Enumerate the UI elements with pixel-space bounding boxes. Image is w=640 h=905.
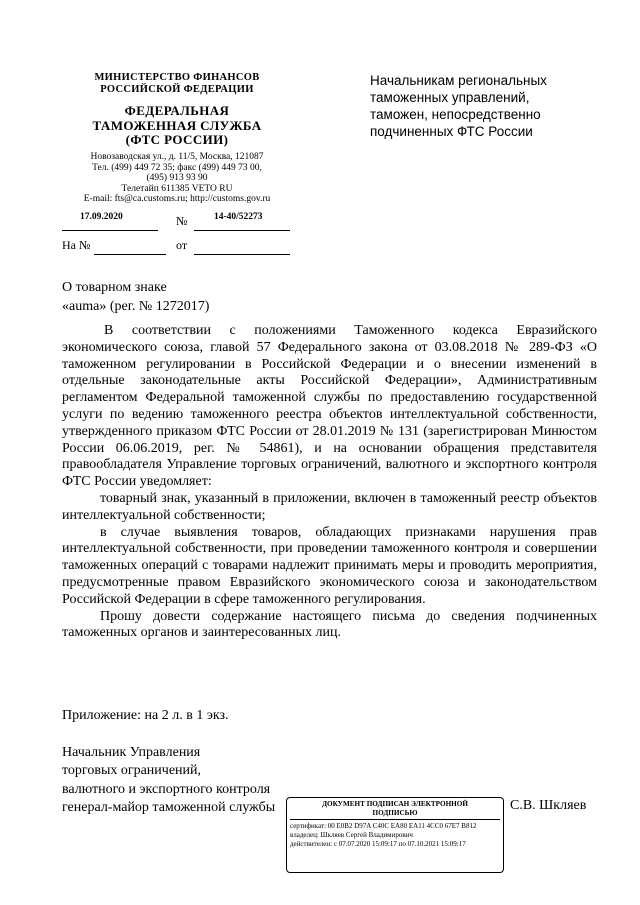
number-label: № bbox=[176, 214, 188, 228]
subject bbox=[62, 278, 209, 316]
body-paragraph-1: В соответствии с положениями Таможенного кодекса Евразийского экономического союза, главой 57 Федерального закона от 03.08.2018 № 289-ФЗ «О таможенном регулировании в Российской Федерации и о внесении изменений в отдельные законодательные акты Российской Федерации», Административным регламентом Федеральной таможенной службы по предоставлению государственной услуги по ведению таможенного реестра объектов интеллектуальной собственности, утвержденного приказом ФТС России от 28.01.2019 № 131 (зарегистрирован Минюстом России 06.06.2019, рег. № 54861), и на основании обращения представителя правообладателя Управление торговых ограничений, валютного и экспортного контроля ФТС России уведомляет: bbox=[62, 323, 597, 490]
signature-line-3: валютного и экспортного контроля bbox=[62, 781, 271, 797]
ministry-name bbox=[58, 72, 296, 96]
recipient-line-2: таможенных управлений, bbox=[370, 90, 530, 105]
service-name bbox=[58, 104, 296, 148]
ministry-line-2: РОССИЙСКОЙ ФЕДЕРАЦИИ bbox=[100, 84, 254, 95]
address-line-3: (495) 913 93 90 bbox=[146, 173, 208, 183]
stamp-title-line-1: ДОКУМЕНТ ПОДПИСАН ЭЛЕКТРОННОЙ bbox=[322, 800, 468, 808]
body-paragraph-2: товарный знак, указанный в приложении, включен в таможенный реестр объектов интеллектуальной собственности; bbox=[62, 490, 597, 523]
signature-line-2: торговых ограничений, bbox=[62, 763, 202, 779]
date-line bbox=[62, 214, 158, 231]
signature-line-1: Начальник Управления bbox=[62, 745, 201, 760]
reference-date-line bbox=[194, 238, 290, 255]
subject-line-2: «auma» (рег. № 1272017) bbox=[62, 299, 210, 314]
service-line-1: ФЕДЕРАЛЬНАЯ bbox=[124, 103, 230, 118]
reference-number-line bbox=[94, 238, 166, 255]
letter-body bbox=[62, 323, 597, 642]
address-line-2: Тел. (499) 449 72 35; факс (499) 449 73 00, bbox=[92, 162, 262, 173]
subject-line-1: О товарном знаке bbox=[62, 280, 167, 295]
service-line-3: (ФТС РОССИИ) bbox=[125, 132, 229, 147]
stamp-title-line-2: ПОДПИСЬЮ bbox=[372, 808, 418, 817]
document-date: 17.09.2020 bbox=[80, 212, 123, 222]
address-line-1: Новозаводская ул., д. 11/5, Москва, 121087 bbox=[90, 152, 264, 162]
ministry-line-1: МИНИСТЕРСТВО ФИНАНСОВ bbox=[94, 72, 260, 83]
reference-from-label: от bbox=[176, 238, 188, 252]
body-paragraph-3: в случае выявления товаров, обладающих признаками нарушения прав интеллектуальной собственности, при проведении таможенного контроля и совершении таможенных операций с товарами надлежит принимать меры и проводить мероприятия, предусмотренные правом Евразийского экономического союза и законодательством Российской Федерации в сфере таможенного регулирования. bbox=[62, 524, 597, 607]
stamp-certificate: сертификат: 00 E0B2 D97A C40C EA80 EA11 4CC0 67E7 B812 bbox=[290, 822, 477, 830]
reference-label: На № bbox=[62, 238, 91, 252]
signature-line-4: генерал-майор таможенной службы bbox=[62, 799, 276, 815]
recipient-line-4: подчиненных ФТС России bbox=[370, 124, 533, 139]
number-line bbox=[194, 214, 290, 231]
stamp-divider bbox=[290, 819, 500, 820]
stamp-validity: действителен: с 07.07.2020 15:09:17 по 07.10.2021 15:09:17 bbox=[290, 839, 466, 848]
address-line-5: E-mail: fts@ca.customs.ru; http://customs.gov.ru bbox=[83, 194, 271, 204]
stamp-title bbox=[287, 798, 503, 817]
recipient-block bbox=[370, 72, 610, 140]
recipient-line-3: таможен, непосредственно bbox=[370, 107, 541, 122]
service-line-2: ТАМОЖЕННАЯ СЛУЖБА bbox=[92, 117, 262, 133]
stamp-owner: владелец: Шкляев Сергей Владимирович bbox=[290, 830, 413, 839]
electronic-signature-stamp bbox=[286, 797, 504, 873]
body-paragraph-4: Прошу довести содержание настоящего письма до сведения подчиненных таможенных органов и заинтересованных лиц. bbox=[62, 608, 597, 641]
document-number: 14-40/52273 bbox=[214, 212, 263, 222]
signer-name: С.В. Шкляев bbox=[510, 798, 587, 813]
address-line-4: Телетайп 611385 VETO RU bbox=[121, 183, 233, 194]
recipient-line-1: Начальникам региональных bbox=[370, 73, 547, 88]
contact-block bbox=[58, 152, 296, 205]
signature-block bbox=[62, 744, 275, 817]
attachment-note: Приложение: на 2 л. в 1 экз. bbox=[62, 708, 229, 723]
